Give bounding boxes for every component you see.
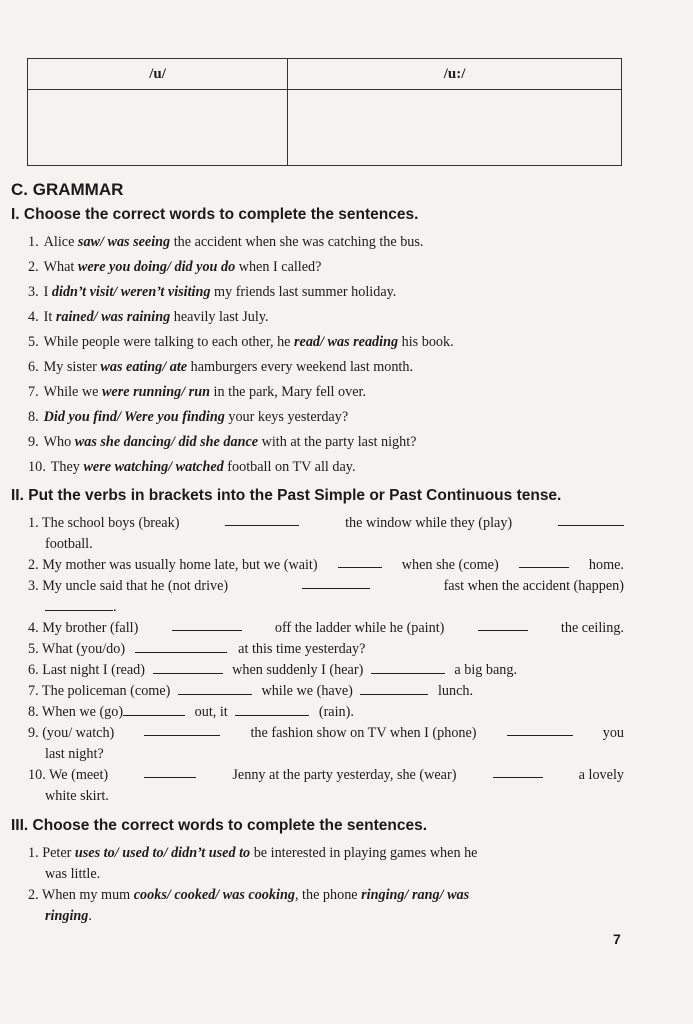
list-item [28,357,624,378]
item-text: when I called? [235,259,322,275]
answer-blank[interactable] [493,765,543,778]
item-text: with at the party last night? [258,434,417,450]
list-item: 8. When we (go) out, it (rain). [28,704,354,720]
answer-options[interactable]: ringing [45,908,89,924]
item-text: While people were talking to each other, he [43,334,295,350]
list-item-continuation: ringing. [45,908,92,924]
item-number: 2. [28,259,39,275]
list-item [28,457,624,478]
item-text: What [43,259,78,275]
answer-blank[interactable] [507,723,573,736]
list-item [28,407,624,428]
list-item [28,332,624,353]
answer-blank[interactable] [360,682,428,695]
answer-options[interactable]: was she dancing/ did she dance [74,434,259,450]
list-item [28,432,624,453]
item-text: the accident when she was catching the bus. [170,234,424,250]
item-text: Who [43,434,75,450]
answer-options[interactable]: saw/ was seeing [77,234,171,250]
item-text: My sister [43,359,101,375]
list-item: 5. What (you/do) at this time yesterday? [28,641,366,657]
answer-options[interactable]: rained/ was raining [55,309,171,325]
list-item [28,307,624,328]
phonetic-header-long-u: /u:/ [288,59,622,90]
item-text: While we [43,384,102,400]
answer-blank[interactable] [135,640,227,653]
list-item: 4. My brother (fall) off the ladder while he (paint) the ceiling. [28,620,624,636]
section-title: C. GRAMMAR [11,180,124,199]
answer-options[interactable]: was eating/ ate [100,359,188,375]
list-item: 6. Last night I (read) when suddenly I (hear) a big bang. [28,662,518,678]
answer-blank[interactable] [153,661,223,674]
item-text: hamburgers every weekend last month. [187,359,413,375]
list-item-continuation: last night? [45,746,104,762]
item-number: 8. [28,409,39,425]
list-item: 1. The school boys (break) the window while they (play) [28,513,624,534]
answer-options[interactable]: cooks/ cooked/ was cooking [133,887,295,903]
item-text: my friends last summer holiday. [210,284,397,300]
answer-blank[interactable] [172,618,242,631]
item-text: your keys yesterday? [224,409,349,425]
answer-options[interactable]: were running/ run [101,384,210,400]
answer-blank[interactable] [123,703,185,716]
item-number: 1. [28,234,39,250]
list-item: 10. We (meet) Jenny at the party yesterday, she (wear) a lovely [28,767,624,783]
answer-blank[interactable] [235,703,309,716]
answer-blank[interactable] [178,682,252,695]
item-text: They [50,459,84,475]
phonetics-table [27,58,622,166]
item-number: 7. [28,384,39,400]
answer-blank[interactable] [371,661,445,674]
item-text: in the park, Mary fell over. [210,384,367,400]
list-item-continuation: football. [45,536,93,552]
item-number: 9. [28,434,39,450]
part2-instruction: II. Put the verbs in brackets into the Past Simple or Past Continuous tense. [11,487,562,504]
answer-blank[interactable] [478,618,528,631]
item-number: 5. [28,334,39,350]
item-text: football on TV all day. [223,459,356,475]
phonetic-cell-long-u [288,90,622,166]
phonetic-header-short-u: /u/ [28,59,288,90]
item-text: Alice [43,234,78,250]
answer-options[interactable]: read/ was reading [294,334,399,350]
list-item: 2. My mother was usually home late, but we (wait) when she (come) home. [28,557,624,573]
list-item: 3. My uncle said that he (not drive) fast when the accident (happen) [28,578,624,594]
item-number: 4. [28,309,39,325]
answer-blank[interactable] [558,513,624,526]
list-item [28,382,624,403]
answer-options[interactable]: ringing/ rang/ was [361,887,470,903]
item-text: heavily last July. [170,309,269,325]
list-item [28,282,624,303]
answer-blank[interactable] [225,513,299,526]
answer-options[interactable]: were you doing/ did you do [77,259,236,275]
part3-instruction: III. Choose the correct words to complete the sentences. [11,817,428,834]
list-item: 1. Peter uses to/ used to/ didn’t used to be interested in playing games when he [28,845,478,861]
list-item [28,257,624,278]
list-item [28,232,624,253]
list-item: 9. (you/ watch) the fashion show on TV when I (phone) you [28,725,624,741]
item-number: 6. [28,359,39,375]
answer-blank[interactable] [338,555,382,568]
answer-options[interactable]: uses to/ used to/ didn’t used to [74,845,251,861]
item-text: I [43,284,52,300]
part1-instruction: I. Choose the correct words to complete the sentences. [11,206,419,223]
answer-options[interactable]: Did you find/ Were you finding [43,409,225,425]
answer-blank[interactable] [144,765,196,778]
list-item-continuation: was little. [45,866,101,882]
list-item: 7. The policeman (come) while we (have) lunch. [28,683,474,699]
item-number: 10. [28,459,46,475]
answer-blank[interactable] [302,576,370,589]
item-number: 3. [28,284,39,300]
list-item-continuation: white skirt. [45,788,109,804]
answer-blank[interactable] [519,555,569,568]
answer-options[interactable]: didn’t visit/ weren’t visiting [51,284,211,300]
item-text: his book. [398,334,454,350]
item-text: It [43,309,56,325]
phonetic-cell-short-u [28,90,288,166]
list-item: 2. When my mum cooks/ cooked/ was cooking, the phone ringing/ rang/ was [28,887,470,903]
answer-options[interactable]: were watching/ watched [83,459,224,475]
list-item-continuation: . [45,597,641,618]
answer-blank[interactable] [45,598,113,611]
answer-blank[interactable] [144,723,220,736]
page-number: 7 [613,931,621,947]
